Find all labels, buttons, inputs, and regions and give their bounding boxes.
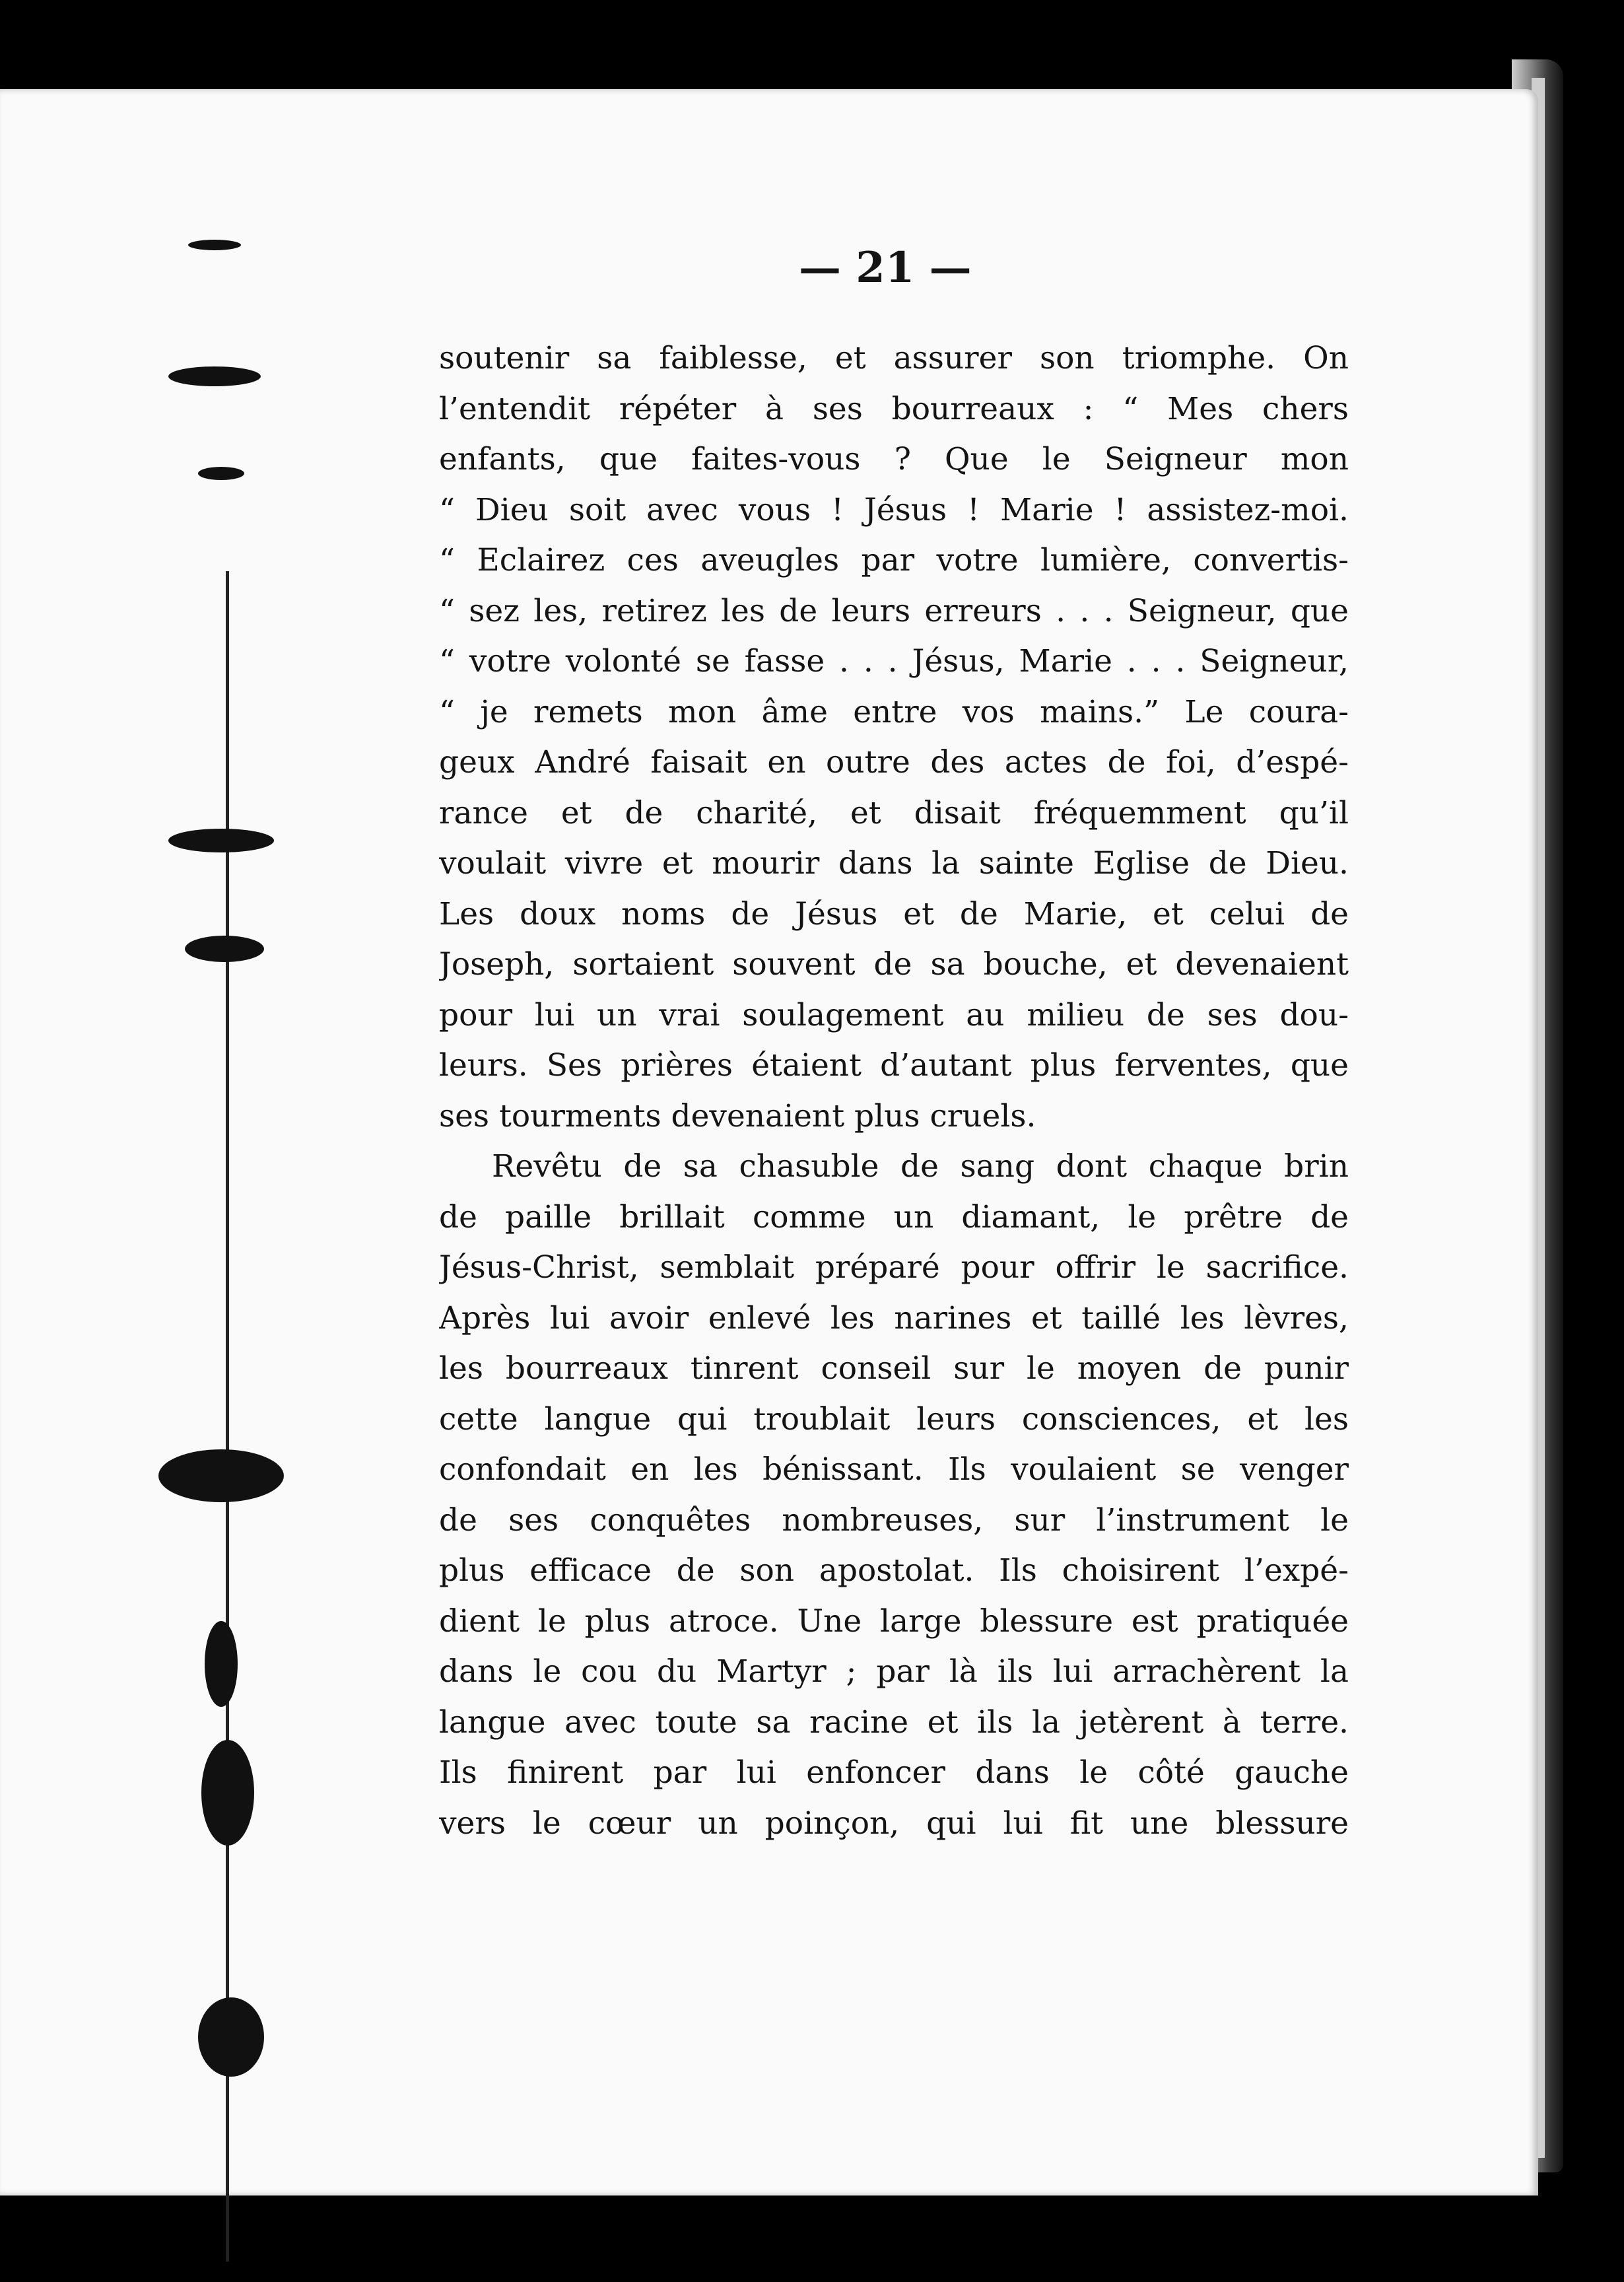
text-line: vers le cœur un poinçon, qui lui fit une blessure [439, 1805, 1349, 1842]
text-line: leurs. Ses prières étaient d’autant plus ferventes, que [439, 1047, 1349, 1084]
text-line: Après lui avoir enlevé les narines et taillé les lèvres, [439, 1299, 1349, 1336]
binding-stitch [158, 1449, 284, 1502]
text-line: “ Eclairez ces aveugles par votre lumière, convertis- [439, 542, 1349, 578]
text-line: l’entendit répéter à ses bourreaux : “ Mes chers [439, 390, 1349, 427]
text-line: confondait en les bénissant. Ils voulaient se venger [439, 1451, 1349, 1488]
binding-stitch [188, 240, 241, 250]
text-line: de paille brillait comme un diamant, le prêtre de [439, 1198, 1349, 1235]
body-text [439, 333, 1349, 1849]
text-line: langue avec toute sa racine et ils la jetèrent à terre. [439, 1704, 1349, 1741]
binding-stitch [201, 1740, 254, 1846]
binding-stitch [168, 366, 261, 386]
text-line: dient le plus atroce. Une large blessure est pratiquée [439, 1603, 1349, 1640]
binding-stitch [198, 467, 244, 480]
text-line: geux André faisait en outre des actes de foi, d’espé- [439, 744, 1349, 780]
text-line: pour lui un vrai soulagement au milieu de ses dou- [439, 996, 1349, 1033]
text-line: soutenir sa faiblesse, et assurer son triomphe. On [439, 340, 1349, 376]
text-line: “ Dieu soit avec vous ! Jésus ! Marie ! assistez-moi. [439, 491, 1349, 528]
text-line: ses tourments devenaient plus cruels. [439, 1097, 1036, 1134]
text-line: de ses conquêtes nombreuses, sur l’instrument le [439, 1502, 1349, 1539]
binding-stitch [168, 829, 274, 852]
binding-stitch [198, 1997, 264, 2077]
binding-stitch [185, 936, 264, 962]
text-line: cette langue qui troublait leurs consciences, et les [439, 1400, 1349, 1437]
text-line: “ je remets mon âme entre vos mains.” Le coura- [439, 693, 1349, 730]
text-line: “ sez les, retirez les de leurs erreurs . . . Seigneur, que [439, 592, 1349, 629]
text-line: Joseph, sortaient souvent de sa bouche, et devenaient [439, 946, 1349, 983]
text-line: dans le cou du Martyr ; par là ils lui arrachèrent la [439, 1653, 1349, 1690]
text-line: “ votre volonté se fasse . . . Jésus, Marie . . . Seigneur, [439, 643, 1349, 679]
text-line: voulait vivre et mourir dans la sainte Eglise de Dieu. [439, 845, 1349, 882]
text-line: enfants, que faites-vous ? Que le Seigneur mon [439, 441, 1349, 477]
text-line: plus efficace de son apostolat. Ils choisirent l’expé- [439, 1552, 1349, 1589]
text-line: Revêtu de sa chasuble de sang dont chaque brin [492, 1148, 1349, 1185]
text-line: rance et de charité, et disait fréquemment qu’il [439, 794, 1349, 831]
text-line: Ils finirent par lui enfoncer dans le côté gauche [439, 1754, 1349, 1791]
text-line: Les doux noms de Jésus et de Marie, et celui de [439, 895, 1349, 932]
text-line: Jésus-Christ, semblait préparé pour offrir le sacrifice. [439, 1249, 1349, 1286]
text-line: les bourreaux tinrent conseil sur le moyen de punir [439, 1350, 1349, 1387]
binding-stitch [205, 1621, 238, 1707]
page-number: — 21 — [799, 243, 972, 293]
